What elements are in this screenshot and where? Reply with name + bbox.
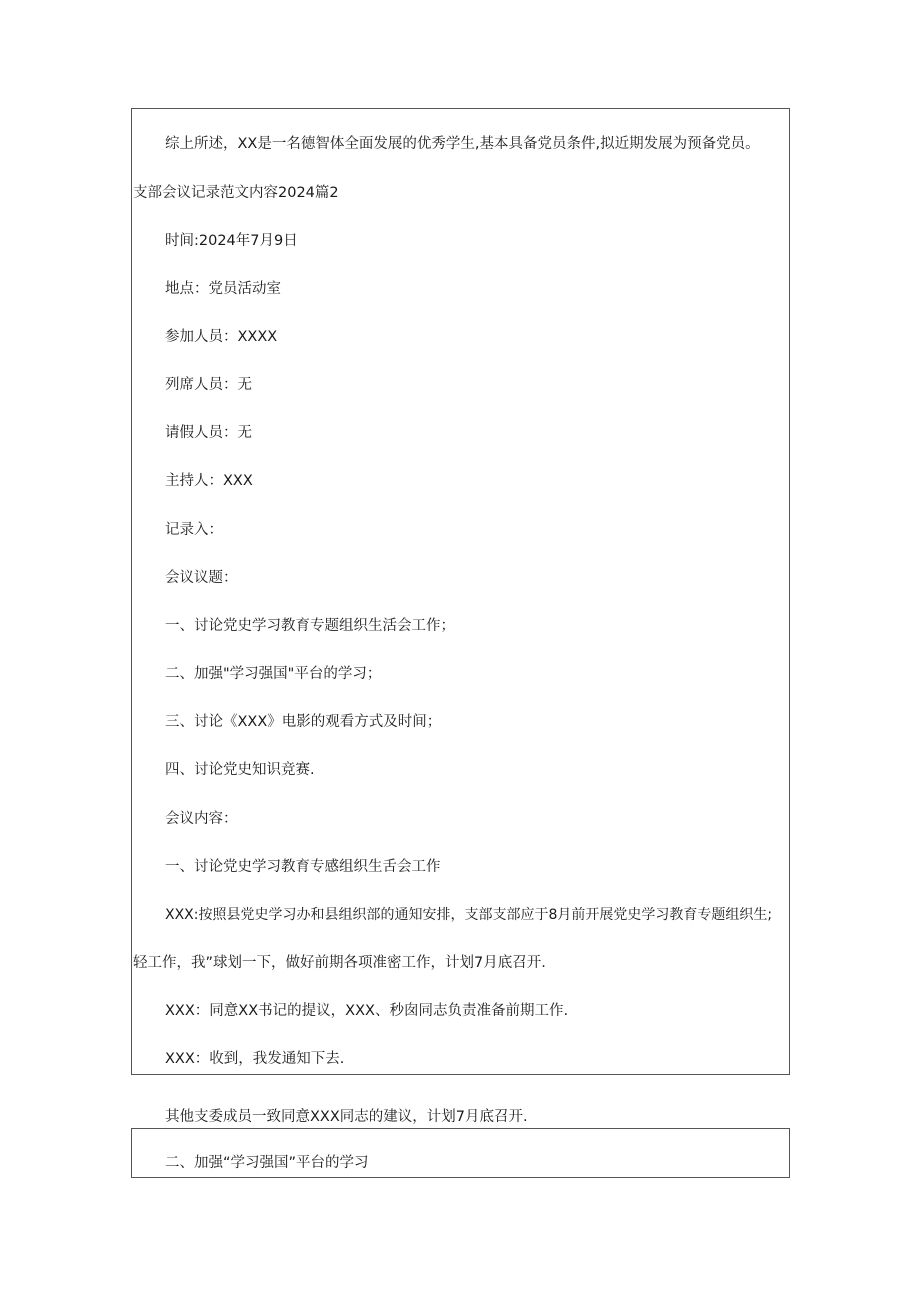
agenda-item-2: 二、加强"学习强国"平台的学习； <box>165 666 382 682</box>
meeting-absentees: 请假人员：无 <box>165 425 252 441</box>
content-statement-1: XXX:按照县党史学习办和县组织部的通知安排，支部支部应于8月前开展党史学习教育专题组织生; <box>165 907 773 923</box>
meeting-observers: 列席人员：无 <box>165 377 252 393</box>
meeting-attendees: 参加人员：XXXX <box>165 329 278 345</box>
content-statement-1-continued: 轻工作，我”球划一下，做好前期各项准密工作，计划7月底召开. <box>133 955 546 971</box>
between-paragraph: 其他支委成员一致同意XXX同志的建议，计划7月底召开. <box>165 1109 528 1125</box>
content-item-2-title: 二、加强“学习强国”平台的学习 <box>165 1155 369 1171</box>
section-title: 支部会议记录范文内容2024篇2 <box>133 185 339 201</box>
content-statement-3: XXX：收到，我发通知下去. <box>165 1051 345 1067</box>
summary-paragraph: 综上所述，XX是一名德智体全面发展的优秀学生,基本具备党员条件,拟近期发展为预备党员。 <box>165 136 760 152</box>
agenda-item-3: 三、讨论《XXX》电影的观看方式及时间； <box>165 714 442 730</box>
agenda-item-1: 一、讨论党史学习教育专题组织生活会工作； <box>165 618 455 634</box>
content-statement-2: XXX：同意XX书记的提议，XXX、秒囱同志负责准备前期工作. <box>165 1003 569 1019</box>
document-table-box-1 <box>131 108 790 1075</box>
meeting-recorder: 记录入： <box>165 522 223 538</box>
content-item-1-title: 一、讨论党史学习教育专感组织生舌会工作 <box>165 859 441 875</box>
meeting-location: 地点：党员活动室 <box>165 281 281 297</box>
content-heading: 会议内容： <box>165 811 238 827</box>
agenda-item-4: 四、讨论党史知识竞赛. <box>165 762 315 778</box>
agenda-heading: 会议议题： <box>165 570 238 586</box>
meeting-host: 主持人：XXX <box>165 473 253 489</box>
meeting-time: 时间:2024年7月9日 <box>165 233 298 249</box>
